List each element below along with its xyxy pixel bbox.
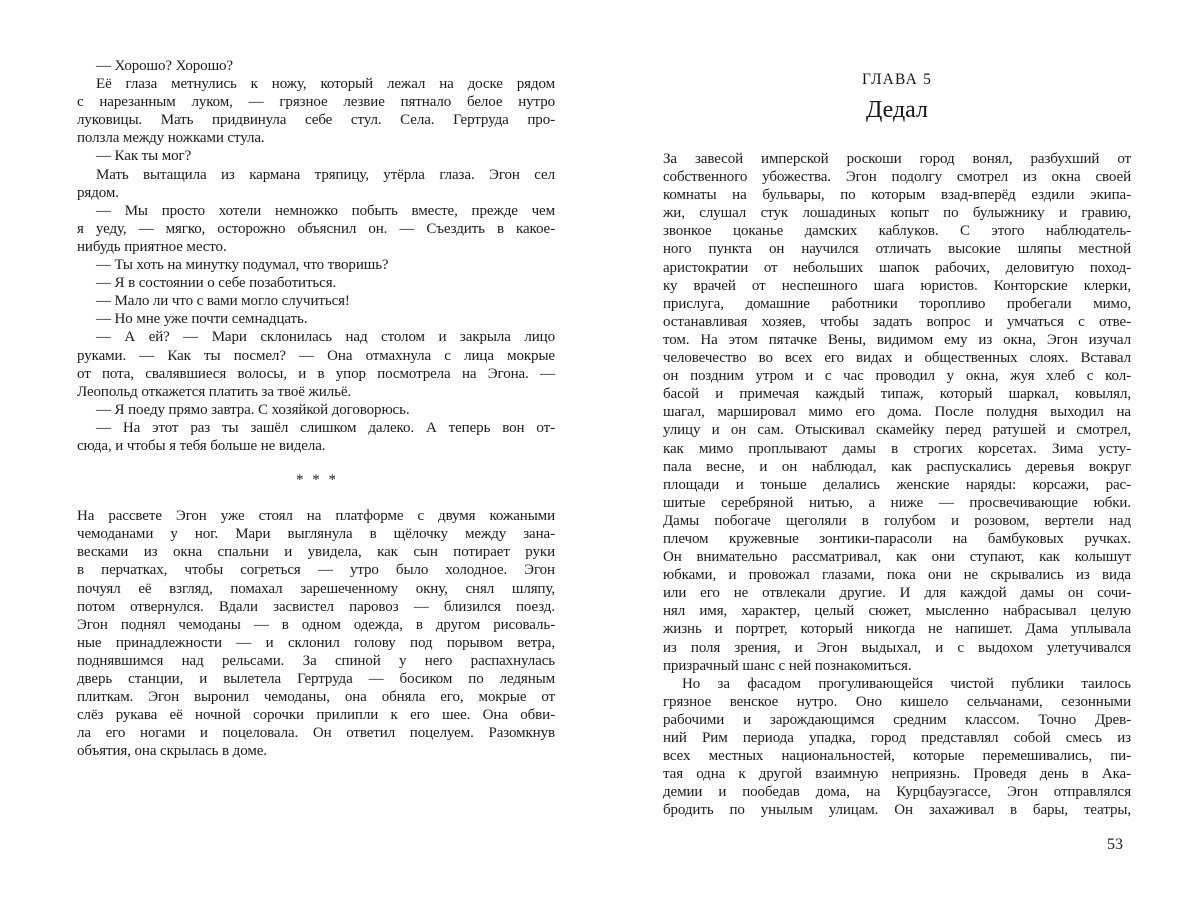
text-line: — Как ты мог? xyxy=(96,148,192,165)
text-line: шитые серебряной нитью, а ниже — просвечивающие юбки. xyxy=(663,494,1131,511)
paragraph xyxy=(77,57,555,75)
paragraph xyxy=(77,274,555,292)
text-line: ползла между ножками стула. xyxy=(77,130,265,147)
text-line: том. На этом пятачке Вены, видимом ему из окна, Эгон изучал xyxy=(663,331,1131,348)
text-line: руками. — Как ты посмел? — Она отмахнула с лица мокрые xyxy=(77,347,555,364)
text-line: Леопольд откажется платить за твоё жильё. xyxy=(77,383,352,400)
text-line: — Хорошо? Хорошо? xyxy=(96,58,233,74)
text-line: плиткам. Эгон выронил чемоданы, она обняла его, мокрые от xyxy=(77,689,555,706)
left-page-text xyxy=(77,57,555,760)
text-line: тая одна к другой взаимную неприязнь. Проведя день в Ака- xyxy=(663,766,1131,783)
text-line: площади и тоньше делались женские наряды: корсажи, рас- xyxy=(663,476,1131,493)
text-line: он поздним утром и с час проводил у окна, жуя хлеб с кол- xyxy=(663,368,1131,385)
text-line: плечом кружевные зонтики-парасоли на бамбуковых ручках. xyxy=(663,530,1131,547)
text-line: потом отвернулся. Вдали засвистел паровоз — близился поезд. xyxy=(77,598,555,615)
text-line: дверь станции, и вылетела Гертруда — босиком по ледяным xyxy=(77,671,555,687)
text-line: — Но мне уже почти семнадцать. xyxy=(96,311,308,328)
text-line: — Мы просто хотели немножко побыть вместе, прежде чем xyxy=(96,202,555,219)
text-line: ку врачей от неспешного шага юристов. Конторские клерки, xyxy=(663,277,1131,294)
text-line: комнаты на бульвары, по которым взад-вперёд ездили экипа- xyxy=(663,187,1131,204)
text-line: грязное венское нутро. Оно кишело сельчанами, сезонными xyxy=(663,693,1131,710)
paragraph xyxy=(77,75,555,147)
text-line: или его не отвлекали другие. И для каждой дамы он сочи- xyxy=(663,585,1131,602)
text-line: жизнь и портрет, который никогда не напишет. Дама уплывала xyxy=(663,621,1131,638)
text-line: На рассвете Эгон уже стоял на платформе с двумя кожаными xyxy=(77,508,555,525)
text-line: рабочими и зарождающимся средним классом. Точно Древ- xyxy=(663,711,1131,728)
text-line: я уеду, — мягко, осторожно объяснил он. — Съездить в какое- xyxy=(77,220,555,237)
text-line: призрачный шанс с ней познакомиться. xyxy=(663,657,912,674)
text-line: слёз рукава её ночной сорочки прилипли к его шее. Она обви- xyxy=(77,707,555,724)
text-line: демии и пообедав дома, на Курцбауэгассе, Эгон отправлялся xyxy=(663,784,1131,801)
text-line: прислуга, домашние работники торопливо пробегали мимо, xyxy=(663,295,1131,312)
text-line: За завесой имперской роскоши город вонял, разбухший от xyxy=(663,151,1131,167)
text-line: из поля зрения, и Эгон выдыхал, и с выдохом улетучивался xyxy=(663,639,1131,656)
text-line: звонкое цоканье дамских каблуков. С этого наблюдатель- xyxy=(663,223,1131,240)
text-line: басой и примечая каждый типаж, который шаркал, ковылял, xyxy=(663,386,1131,403)
paragraph xyxy=(663,150,1131,675)
chapter-number-heading: ГЛАВА 5 xyxy=(861,71,933,88)
paragraph xyxy=(77,419,555,455)
text-line: ного пункта он научился отличать высокие шляпы местной xyxy=(663,241,1131,258)
text-line: ла его ногами и поцеловала. Он ответил поцелуем. Разомкнув xyxy=(77,725,555,742)
paragraph xyxy=(663,675,1131,820)
text-line: ные принадлежности — и склонил голову под порывом ветра, xyxy=(77,634,555,651)
text-line: от пота, свалявшиеся волосы, и в упор посмотрела на Эгона. — xyxy=(77,365,555,382)
text-line: человечество во всех его видах и общественных слоях. Вставал xyxy=(663,350,1131,367)
text-line: почуял её взгляд, помахал зарешеченному окну, снял шляпу, xyxy=(77,580,555,597)
text-line: нибудь приятное место. xyxy=(77,238,227,255)
text-line: — На этот раз ты зашёл слишком далеко. А теперь вон от- xyxy=(96,419,555,436)
text-line: Мать вытащила из кармана тряпицу, утёрла глаза. Эгон сел xyxy=(96,166,555,183)
text-line: — Я в состоянии о себе позаботиться. xyxy=(96,275,337,292)
text-line: ний Рим периода упадка, город представлял собой смесь из xyxy=(663,730,1131,746)
paragraph xyxy=(77,401,555,419)
text-line: собственного убожества. Эгон подолгу смотрел из окна своей xyxy=(663,169,1131,186)
text-line: Он внимательно рассматривал, как они ступают, как колышут xyxy=(663,549,1131,566)
paragraph xyxy=(77,202,555,256)
right-page xyxy=(663,70,1131,854)
text-line: поднявшимся над рельсами. За спиной у него распахнулась xyxy=(77,652,555,669)
text-line: рядом. xyxy=(77,184,119,201)
text-line: останавливая хозяев, чтобы задать вопрос и умчаться с отве- xyxy=(663,313,1131,330)
text-line: жи, слушал стук лошадиных копыт по булыжнику и гравию, xyxy=(663,205,1131,222)
text-line: Её глаза метнулись к ножу, который лежал на доске рядом xyxy=(96,76,555,93)
text-line: — А ей? — Мари склонилась над столом и закрыла лицо xyxy=(96,329,555,346)
section-break: * * * xyxy=(296,472,336,489)
text-line: сюда, и чтобы я тебя больше не видела. xyxy=(77,437,326,454)
text-line: — Мало ли что с вами могло случиться! xyxy=(96,293,350,310)
text-line: бродить по унылым улицам. Он захаживал в бары, театры, xyxy=(663,802,1131,819)
paragraph xyxy=(77,256,555,274)
page-number: 53 xyxy=(1107,836,1123,854)
paragraph xyxy=(77,292,555,310)
text-line: — Я поеду прямо завтра. С хозяйкой договорюсь. xyxy=(96,401,410,418)
text-line: весками из окна спальни и увидела, как сын потирает руки xyxy=(77,544,555,561)
text-line: улицу и он сам. Отыскивал скамейку перед ратушей и смотрел, xyxy=(663,422,1131,439)
text-line: нял имя, характер, целый сюжет, мысленно набрасывал целую xyxy=(663,603,1131,620)
text-line: Эгон поднял чемоданы — в одном одежда, в другом рисоваль- xyxy=(77,616,555,633)
text-line: с нарезанным луком, — грязное лезвие пятнало белое нутро xyxy=(77,94,555,111)
paragraph xyxy=(77,310,555,328)
text-line: как мимо проплывают дамы в строгих корсетах. Зима усту- xyxy=(663,440,1131,457)
text-line: юбками, и провожал глазами, пока они не скрывались из вида xyxy=(663,567,1131,584)
text-line: шагал, маршировал мимо его дома. После полудня выходил на xyxy=(663,404,1131,421)
text-line: аристократии от небольших шапок рабочих, деловитую поход- xyxy=(663,259,1131,276)
text-line: всех местных национальностей, которые перемешивались, пи- xyxy=(663,748,1131,765)
chapter-title-heading: Дедал xyxy=(865,97,929,123)
text-line: луковицы. Мать придвинула себе стул. Села. Гертруда про- xyxy=(77,112,555,129)
paragraph xyxy=(77,166,555,202)
text-line: Дамы побогаче щеголяли в голубом и розовом, вертели над xyxy=(663,512,1131,529)
text-line: Но за фасадом прогуливающейся чистой публики таилось xyxy=(682,675,1131,692)
paragraph xyxy=(77,328,555,400)
text-line: — Ты хоть на минутку подумал, что творишь? xyxy=(96,257,389,274)
text-line: объятия, она скрылась в доме. xyxy=(77,743,267,760)
paragraph xyxy=(77,507,555,760)
text-line: чемоданами у ног. Мари выглянула в щёлочку между зана- xyxy=(77,526,555,543)
text-line: в перчатках, чтобы согреться — утро было холодное. Эгон xyxy=(77,562,555,579)
text-line: пала весне, и он наблюдал, как распускались деревья вокруг xyxy=(663,458,1131,475)
right-page-text xyxy=(663,150,1131,819)
paragraph xyxy=(77,147,555,165)
